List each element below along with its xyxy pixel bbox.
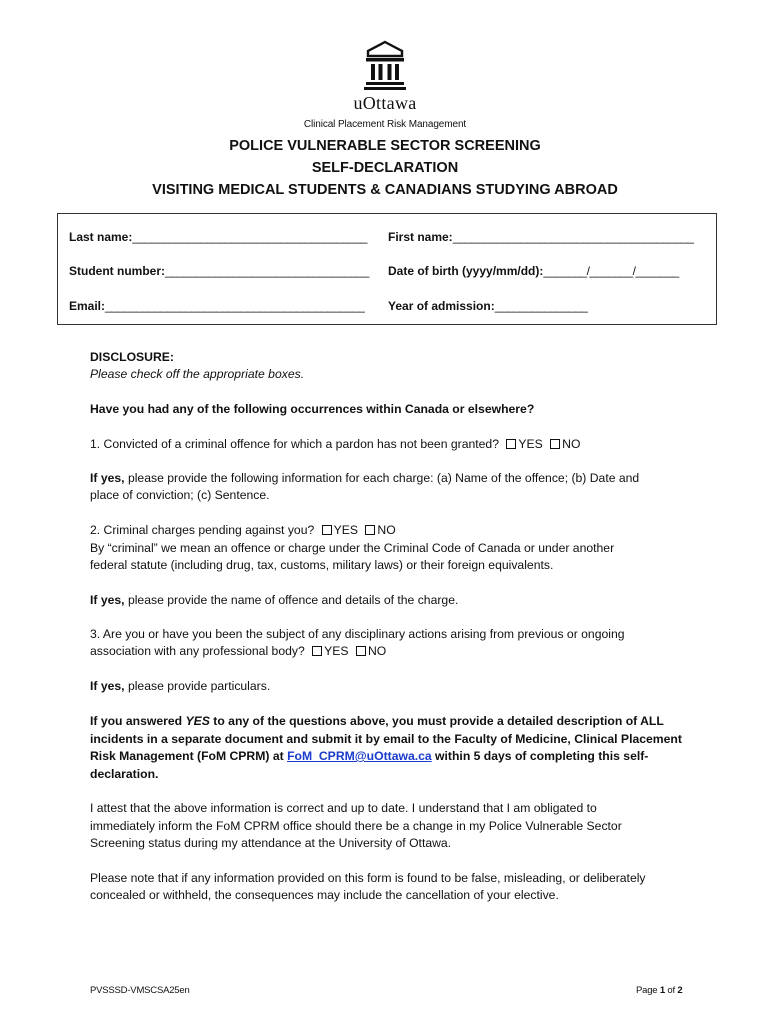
- first-name-field[interactable]: [388, 230, 693, 244]
- q2-followup: [90, 592, 458, 610]
- university-building-icon: [362, 40, 408, 92]
- email-label: Email:: [69, 299, 106, 313]
- cprm-email-link[interactable]: FoM_CPRM@uOttawa.ca: [287, 749, 432, 763]
- question-2: [90, 522, 396, 540]
- document-code: PVSSSD-VMSCSA25en: [90, 985, 190, 996]
- question-1-text: 1. Convicted of a criminal offence for which a pardon has not been granted?: [90, 437, 499, 451]
- q1-yes-label: YES: [518, 437, 543, 451]
- page-current: 1: [659, 985, 665, 996]
- attestation-line-1: I attest that the above information is correct and up to date. I understand that I am obligated to: [90, 801, 597, 815]
- page-total: 2: [677, 985, 683, 996]
- q2-yes-label: YES: [333, 523, 359, 537]
- email-line[interactable]: __________________________________________: [105, 299, 365, 313]
- date-of-birth-label: Date of birth (yyyy/mm/dd):: [388, 264, 544, 278]
- q3-followup: [90, 678, 270, 696]
- form-title-line-1: POLICE VULNERABLE SECTOR SCREENING: [229, 138, 541, 154]
- q3-no-label: NO: [367, 644, 387, 658]
- page-of: of: [664, 985, 678, 996]
- first-name-label: First name:: [388, 230, 453, 244]
- date-of-birth-field[interactable]: [388, 264, 679, 278]
- notice-text-4: within 5 days of completing this self-: [431, 749, 649, 763]
- consequence-note-line-1: Please note that if any information provided on this form is found to be false, misleading, or deliberately: [90, 871, 646, 885]
- notice-text-3: Risk Management (FoM CPRM) at: [90, 749, 288, 763]
- question-1: [90, 436, 580, 454]
- q2-followup-text: please provide the name of offence and details of the charge.: [124, 593, 459, 607]
- student-number-field[interactable]: [69, 264, 369, 278]
- notice-text-1: If you answered: [90, 714, 186, 728]
- question-3-line-2: [90, 643, 386, 661]
- year-of-admission-line[interactable]: _______________: [494, 299, 588, 313]
- email-field[interactable]: [69, 299, 364, 313]
- first-name-line[interactable]: _______________________________________: [452, 230, 694, 244]
- q1-no-label: NO: [562, 437, 581, 451]
- q2-no-checkbox[interactable]: [365, 525, 375, 535]
- question-3-line-1: 3. Are you or have you been the subject of any disciplinary actions arising from previous or ongoing: [90, 627, 625, 641]
- student-number-label: Student number:: [69, 264, 165, 278]
- question-3-text: association with any professional body?: [90, 644, 305, 658]
- q3-no-checkbox[interactable]: [356, 646, 366, 656]
- last-name-label: Last name:: [69, 230, 133, 244]
- q2-no-label: NO: [377, 523, 396, 537]
- q3-if-yes: If yes,: [90, 679, 125, 693]
- q3-yes-checkbox[interactable]: [312, 646, 322, 656]
- q1-followup-text: please provide the following information for each charge: (a) Name of the offence; (b) Date and: [124, 471, 640, 485]
- logo-wordmark: uOttawa: [353, 93, 417, 113]
- notice-line-1: [90, 713, 664, 731]
- page-number: [636, 985, 682, 996]
- attestation-line-3: Screening status during my attendance at the University of Ottawa.: [90, 836, 452, 850]
- q1-followup: [90, 470, 639, 488]
- disclosure-instruction: Please check off the appropriate boxes.: [90, 367, 305, 381]
- attestation-line-2: immediately inform the FoM CPRM office should there be a change in my Police Vulnerable Sector: [90, 819, 622, 833]
- q3-followup-text: please provide particulars.: [124, 679, 271, 693]
- form-title-line-2: SELF-DECLARATION: [311, 160, 459, 176]
- q3-yes-label: YES: [324, 644, 349, 658]
- last-name-field[interactable]: [69, 230, 367, 244]
- student-number-line[interactable]: _________________________________: [165, 264, 369, 278]
- notice-line-3: [90, 748, 648, 766]
- q2-if-yes: If yes,: [90, 593, 125, 607]
- notice-line-4: declaration.: [90, 767, 159, 781]
- notice-line-2: incidents in a separate document and submit it by email to the Faculty of Medicine, Clinical Placement: [90, 732, 682, 746]
- question-2-text: 2. Criminal charges pending against you?: [90, 523, 315, 537]
- year-of-admission-field[interactable]: [388, 299, 587, 313]
- q1-followup-line-2: place of conviction; (c) Sentence.: [90, 488, 270, 502]
- last-name-line[interactable]: ______________________________________: [132, 230, 367, 244]
- consequence-note-line-2: concealed or withheld, the consequences may include the cancellation of your elective.: [90, 888, 559, 902]
- q2-definition-line-2: federal statute (including drug, tax, customs, military laws) or their foreign equivalents.: [90, 558, 554, 572]
- q2-definition-line-1: By “criminal” we mean an offence or charge under the Criminal Code of Canada or under another: [90, 541, 615, 555]
- notice-yes: YES: [185, 714, 210, 728]
- q1-yes-checkbox[interactable]: [506, 439, 516, 449]
- year-of-admission-label: Year of admission:: [388, 299, 495, 313]
- q2-yes-checkbox[interactable]: [322, 525, 332, 535]
- form-title-line-3: VISITING MEDICAL STUDENTS & CANADIANS STUDYING ABROAD: [152, 182, 618, 198]
- question-intro: Have you had any of the following occurrences within Canada or elsewhere?: [90, 402, 535, 416]
- date-of-birth-line[interactable]: _______/_______/_______: [543, 264, 679, 278]
- q1-if-yes: If yes,: [90, 471, 125, 485]
- department-name: Clinical Placement Risk Management: [303, 119, 467, 130]
- notice-text-2: to any of the questions above, you must provide a detailed description of ALL: [209, 714, 664, 728]
- page-prefix: Page: [636, 985, 660, 996]
- q1-no-checkbox[interactable]: [550, 439, 560, 449]
- disclosure-heading: DISCLOSURE:: [90, 350, 174, 364]
